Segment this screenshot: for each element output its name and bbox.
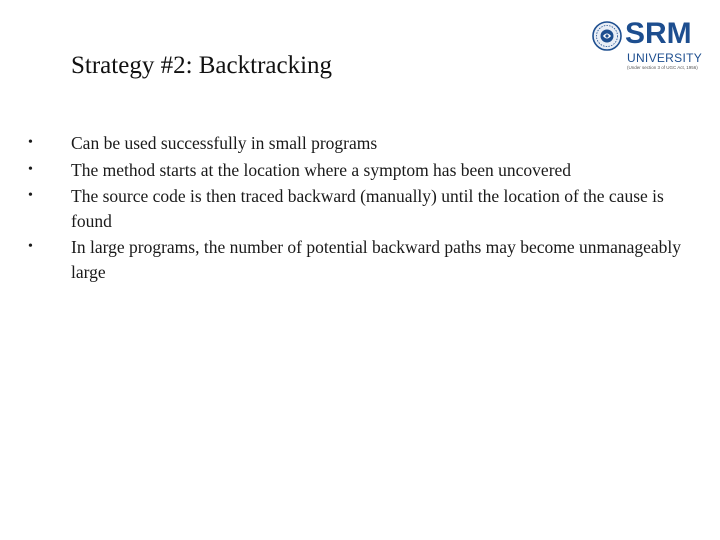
slide-title: Strategy #2: Backtracking xyxy=(71,52,333,79)
university-seal-icon xyxy=(592,21,622,51)
bullet-item xyxy=(28,184,688,233)
bullet-text: In large programs, the number of potential backward paths may become unmanageably large xyxy=(71,237,682,282)
bullet-text: The source code is then traced backward (manually) until the location of the cause is found xyxy=(71,186,664,231)
bullet-text: The method starts at the location where a symptom has been uncovered xyxy=(71,159,572,180)
srm-university-logo xyxy=(592,18,702,74)
logo-subtitle: UNIVERSITY xyxy=(627,51,703,65)
bullet-marker: • xyxy=(28,161,33,177)
bullet-list xyxy=(28,131,688,286)
bullet-marker: • xyxy=(28,239,33,254)
bullet-text: Can be used successfully in small programs xyxy=(71,133,378,153)
bullet-marker: • xyxy=(28,188,33,203)
bullet-marker: • xyxy=(28,135,33,150)
logo-tagline: (Under section 3 of UGC Act, 1956) xyxy=(627,65,698,70)
bullet-item xyxy=(28,158,688,183)
bullet-item xyxy=(28,235,688,284)
bullet-item xyxy=(28,131,688,156)
logo-wordmark: SRM xyxy=(625,17,692,50)
